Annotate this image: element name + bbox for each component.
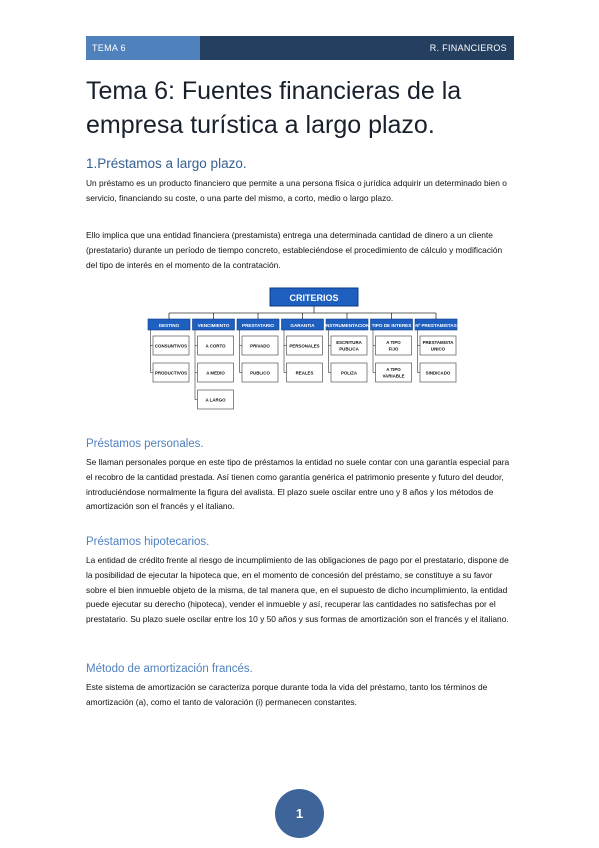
diagram-item-label: A MEDIO bbox=[206, 370, 225, 376]
diagram-column-header-label: VENCIMIENTO bbox=[197, 323, 230, 328]
diagram-column-header-label: INSTRUMENTACION bbox=[324, 323, 370, 328]
diagram-item-label: A LARGO bbox=[205, 397, 226, 403]
diagram-item-label: PRIVADO bbox=[250, 343, 270, 349]
heading-metodo-frances: Método de amortización francés. bbox=[86, 663, 253, 675]
section-heading-prestamos: 1.Préstamos a largo plazo. bbox=[86, 156, 247, 171]
diagram-item-box bbox=[420, 336, 456, 355]
paragraph-metodo-frances: Este sistema de amortización se caracteriza porque durante toda la vida del préstamo, tanto los términos de amortización (a), como el tanto de valoración (i) permanecen constantes. bbox=[86, 682, 488, 707]
paragraph-implication: Ello implica que una entidad financiera (prestamista) entrega una determinada cantidad de dinero a un cliente (prestatario) durante un período de tiempo concreto, estableciéndose el procedimiento de cálculo y modificación del tipo de interés en el momento de la contratación. bbox=[86, 230, 503, 270]
diagram-item-box bbox=[376, 336, 412, 355]
paragraph-definition: Un préstamo es un producto financiero que permite a una persona física o jurídica adquirir un determinado bien o servicio, financiando su coste, o una parte del mismo, a corto, medio o largo plazo. bbox=[86, 178, 507, 203]
diagram-column-header-label: PRESTATARIO bbox=[242, 323, 274, 328]
diagram-item-label: FIJO bbox=[388, 346, 399, 352]
diagram-item-label: A TIPO bbox=[386, 367, 401, 372]
page-number: 1 bbox=[275, 789, 324, 838]
criteria-diagram-svg bbox=[146, 286, 464, 428]
criteria-diagram bbox=[146, 286, 464, 428]
heading-prestamos-hipotecarios: Préstamos hipotecarios. bbox=[86, 536, 210, 548]
page-title: Tema 6: Fuentes financieras de la empresa turística a largo plazo. bbox=[86, 77, 462, 139]
heading-prestamos-personales: Préstamos personales. bbox=[86, 438, 204, 450]
diagram-item-label: A CORTO bbox=[205, 343, 226, 349]
diagram-item-label: SINDICADO bbox=[425, 370, 451, 376]
diagram-item-label: REALES bbox=[295, 370, 314, 376]
diagram-item-label: PRESTAMISTA bbox=[422, 340, 454, 345]
diagram-item-label: POLIZA bbox=[340, 370, 358, 376]
diagram-item-label: PERSONALES bbox=[289, 343, 320, 349]
diagram-item-label: VARIABLE bbox=[382, 373, 405, 379]
diagram-item-label: UNICO bbox=[430, 346, 446, 352]
diagram-item-label: PUBLICA bbox=[339, 346, 359, 352]
header-chapter-label: TEMA 6 bbox=[86, 36, 200, 60]
diagram-item-label: A TIPO bbox=[386, 340, 401, 345]
header-subject-label: R. FINANCIEROS bbox=[200, 36, 514, 60]
diagram-item-box bbox=[331, 336, 367, 355]
diagram-column-header-label: GARANTIA bbox=[290, 323, 315, 328]
diagram-item-label: PRODUCTIVOS bbox=[154, 370, 188, 376]
diagram-column-header-label: Nº PRESTAMISTAS bbox=[415, 323, 457, 328]
diagram-item-label: PUBLICO bbox=[250, 370, 270, 376]
diagram-item-label: CONSUNTIVOS bbox=[154, 343, 188, 349]
paragraph-hipotecarios: La entidad de crédito frente al riesgo de incumplimiento de las obligaciones de pago por el prestatario, dispone de la posibilidad de ejecutar la hipoteca que, en el momento de concesión del préstamo, se constituye a su favor sobre el bien inmueble objeto de la misma, de tal manera que, en el supuesto de dicho incumplimiento, la entidad puede ejecutar su derecho (hipoteca), vender el inmueble y así, recuperar las cantidades no satisfechas por el prestatario. Su plazo suele oscilar entre los 10 y 50 años y sus formas de amortización son el francés y el italiano. bbox=[86, 555, 509, 625]
diagram-root-label: CRITERIOS bbox=[289, 293, 339, 303]
paragraph-personales: Se llaman personales porque en este tipo de préstamos la entidad no suele contar con una garantía especial para el recobro de la cantidad prestada. Así tienen como garantía genérica el patrimonio presente y futuro del deudor, introduciéndose normalmente la figura del avalista. El plazo suele oscilar entre uno y 8 años y los métodos de amortización son el francés y el italiano. bbox=[86, 457, 510, 512]
diagram-item-label: ESCRITURA bbox=[336, 340, 362, 345]
diagram-item-box bbox=[376, 363, 412, 382]
diagram-column-header-label: DESTINO bbox=[158, 323, 180, 328]
diagram-column-header-label: TIPO DE INTERES bbox=[371, 323, 412, 328]
